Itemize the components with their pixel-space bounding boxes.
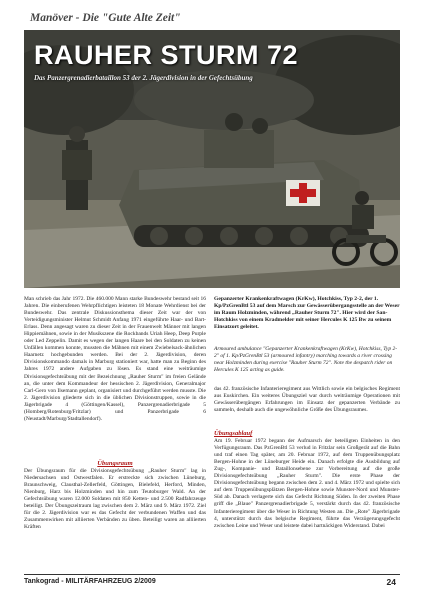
hero-photo <box>24 30 400 288</box>
article-paragraph-allies: das 42. französische Infanterieregiment aus Wittlich sowie ein belgisches Regiment aus Euskirchen. Ein weiteres Übungsziel war durch weiträumige Operationen mit Gewässerübergängen Erfahrungen im Einsatz der gepanzerten Verbände zu sammeln, deshalb auch die ungewöhnliche Größe des Übungsraumes. <box>214 386 400 414</box>
page-number: 24 <box>386 577 396 587</box>
article-column-right-upper <box>214 386 400 414</box>
article-paragraph-intro: Man schrieb das Jahr 1972. Die 460.000 Mann starke Bundeswehr bestand seit 16 Jahren. Die einberufenen Wehrpflichtigen leisteten 18 Monate Wehrdienst bei der Bundeswehr. Das zentrale Diskussionsthema dieser Zeit war der von Verteidigungsminister Helmut Schmidt Anfang 1971 eingeführte Haar- und Bart-Erlass. Denn angesagt waren zu dieser Zeit in der Frauenwelt Männer mit langen Hippiemähnen, sowie in der Musikszene die Rockbands Uriah Heep, Deep Purple oder Led Zeppelin. Damit es wegen der langen Haare bei den Soldaten zu keinen Unfällen kommen konnte, mussten die Mähnen mit einem Zwiebelsack-ähnlichen Haarnetz hochgebunden werden. Bei der 2. Jägerdivision, deren Divisionskommando damals in Marburg stationiert war, hatte man zu Beginn des Jahres 1972 andere Aufgaben zu lösen. Es stand eine weiträumige Divisionsgefechtsübung mit der Bezeichnung „Rauher Sturm" im freien Gelände an, die unter dem Kommandeur der hessischen 2. Jägerdivision, Generalmajor Carl-Gero von Ilsemann geplant, organisiert und durchgeführt werden musste. Die 2. Jägerdivision gliederte sich in die üblichen Divisionstruppen, sowie in die Jägerbrigade 4 (Göttingen/Kassel), Panzergrenadierbrigade 5 (Homberg/Rotenburg/Fritzlar) und Panzerbrigade 6 (Neustadt/Marburg/Stadtallendorf). <box>24 296 206 422</box>
footer-publication: Tankograd - MILITÄRFAHRZEUG 2/2009 <box>24 578 156 585</box>
page-subheadline: Das Panzergrenadierbataillon 53 der 2. Jägerdivision in der Gefechtsübung <box>34 74 253 82</box>
section-heading-ablauf: Übungsablauf <box>214 430 253 437</box>
article-paragraph-ablauf: Am 19. Februar 1972 begann der Aufmarsch der beteiligten Einheiten in den Verfügungsraum. Das PzGrenBtl 53 verlud in Fritzlar sein Großgerät auf die Bahn und traf einen Tag später, am 20. Februar 1972, auf dem Truppenübungsplatz Bergen-Hohne in der Lüneburger Heide ein. Danach erfolgte die Ausbildung auf Zug-, Kompanie- und Bataillonsebene zur Vorbereitung auf die große Divisionsgefechtsübung „Rauher Sturm". Die erste Phase der Divisionsgefechtsübung begann zwischen dem 2. und 4. März 1972 und spielte sich auf dem Truppenübungsplätzen Bergen-Hohne sowie Munster-Nord und Munster-Süd ab. Danach verlagerte sich das Gefecht Richtung Süden. In der zweiten Phase griff die „Blaue" Panzergrenadierbrigade 5, verstärkt durch das 42. französische Infanterieregiment über die Weser in Richtung Westen an. Die „Rote" Jägerbrigade 4, unterstützt durch das belgische Regiment, führte das Verzögerungsgefecht zwischen Leine und Weser und leistete dabei hartnäckigen Widerstand. Dabei <box>214 438 400 529</box>
article-paragraph-uebungsraum: Der Übungsraum für die Divisionsgefechtsübung „Rauher Sturm" lag in Niedersachsen und Ostwestfalen. Er erstreckte sich zwischen Lüneburg, Braunschweig, Clausthal-Zellerfeld, Göttingen, Bielefeld, Herford, Minden, Nienburg, Harz bis Holzminden und hin zum Teutoburger Wald. An der Gefechtsübung waren 12.000 Soldaten mit 850 Ketten- und 2.500 Radfahrzeuge beteiligt. Der Übungszeitraum lag zwischen dem 2. März und 9. März 1972. Ziel für die 2. Jägerdivision war es das Gefecht der verbundenen Waffen und das Zusammenwirken mit alliierten Verbänden zu üben. Beteiligt waren an alliierten Kräften <box>24 468 206 531</box>
article-column-left-lower <box>24 460 206 531</box>
article-column-right-lower <box>214 430 400 530</box>
photo-caption-english: Armoured ambulance "Gepanzerter Krankenkraftwagen (KrKw), Hotchkiss, Typ 2-2" of 1. Kp/PzGrenBtl 53 (armoured infantry) marching towards a river crossing near Holzminden during exercise "Rauher Sturm 72". Note the despatch rider on Hercules K 125 acting as guide. <box>214 346 398 373</box>
section-heading-uebungsraum: Übungsraum <box>97 460 133 467</box>
photo-caption-german: Gepanzerter Krankenkraftwagen (KrKw), Hotchkiss, Typ 2-2, der 1. Kp/PzGrenBtl 53 auf dem Marsch zur Gewässerübergangsstelle an der Weser im Raum Holzminden, während „Rauher Sturm 72". Hier wird der San-Hotchkiss von einem Kradmelder mit seiner Hercules K 125 Bw zu seinem Einsatzort geleitet. <box>214 296 400 330</box>
article-column-left <box>24 296 206 423</box>
section-kicker: Manöver - Die "Gute Alte Zeit" <box>30 12 181 24</box>
footer-divider <box>24 574 400 575</box>
page-headline: RAUHER STURM 72 <box>34 40 299 70</box>
